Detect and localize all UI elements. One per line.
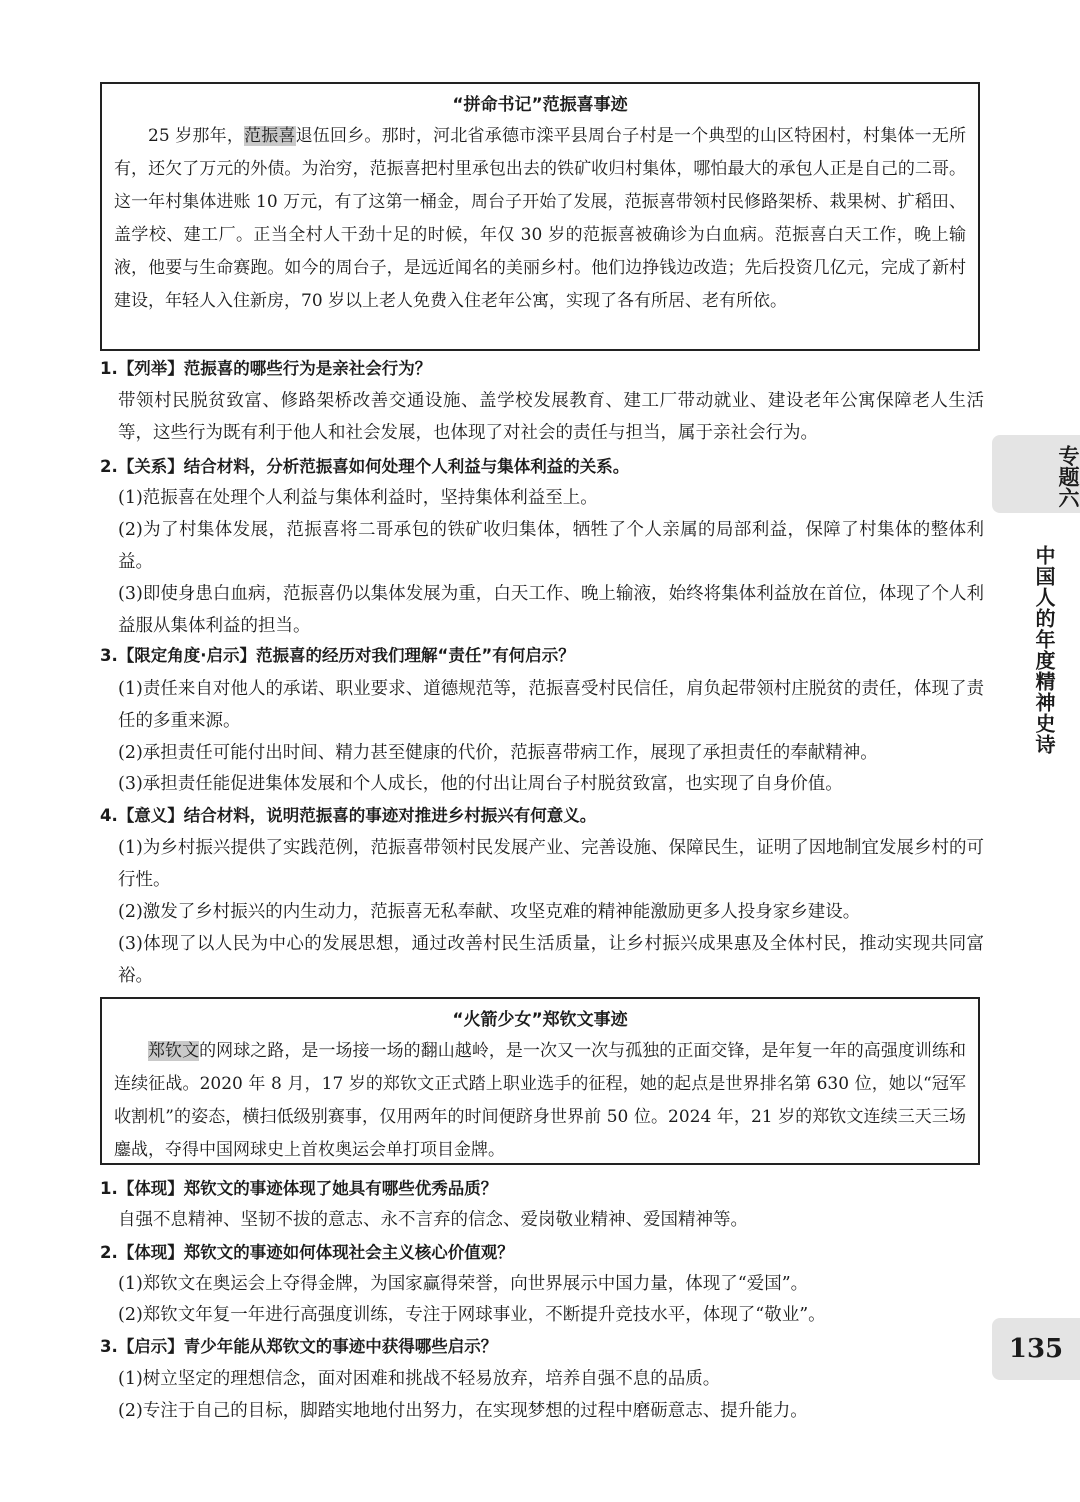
answer-text: 带领村民脱贫致富、修路架桥改善交通设施、盖学校发展教育、建工厂带动就业、建设老年公寓保障老人生活等，这些行为既有利于他人和社会发展，也体现了对社会的责任与担当，属于亲社会行为。 — [118, 391, 984, 443]
material-title: “拼命书记”范振喜事迹 — [452, 95, 628, 115]
question-heading: 2.【体现】郑钦文的事迹如何体现社会主义核心价值观？ — [100, 1243, 514, 1262]
question-heading: 4.【意义】结合材料，说明范振喜的事迹对推进乡村振兴有何意义。 — [100, 806, 597, 825]
answer-text: (2)为了村集体发展，范振喜将二哥承包的铁矿收归集体，牺牲了个人亲属的局部利益，保障了村集体的整体利益。 — [118, 520, 984, 572]
answer-text: (1)为乡村振兴提供了实践范例，范振喜带领村民发展产业、完善设施、保障民生，证明了因地制宜发展乡村的可行性。 — [118, 838, 984, 890]
question-heading: 3.【限定角度·启示】范振喜的经历对我们理解“责任”有何启示？ — [100, 646, 575, 665]
material-text: 25 岁那年，范振喜退伍回乡。那时，河北省承德市滦平县周台子村是一个典型的山区特困村，村集体一无所有，还欠了万元的外债。为治穷，范振喜把村里承包出去的铁矿收归村集体，哪怕最大的承包人正是自己的二哥。这一年村集体进账 10 万元，有了这第一桶金，周台子开始了发展，范振喜带领村民修路架桥、栽果树、扩稻田、盖学校、建工厂。正当全村人干劲十足的时候，年仅 30 岁的范振喜被确诊为白血病。范振喜白天工作，晚上输液，他要与生命赛跑。如今的周台子，是远近闻名的美丽乡村。他们边挣钱边改造；先后投资几亿元，完成了新村建设，年轻人入住新房，70 岁以上老人免费入住老年公寓，实现了各有所居、老有所依。 — [114, 126, 967, 311]
question-heading: 2.【关系】结合材料，分析范振喜如何处理个人利益与集体利益的关系。 — [100, 457, 630, 476]
answer-text: (1)责任来自对他人的承诺、职业要求、道德规范等，范振喜受村民信任，肩负起带领村庄脱贫的责任，体现了责任的多重来源。 — [118, 679, 984, 731]
chapter-vertical-title: 中国人的年度精神史诗 — [1032, 545, 1056, 755]
answer-text: (2)郑钦文年复一年进行高强度训练，专注于网球事业，不断提升竞技水平，体现了“敬业”。 — [118, 1305, 826, 1325]
answer-text: (2)激发了乡村振兴的内生动力，范振喜无私奉献、攻坚克难的精神能激励更多人投身家乡建设。 — [118, 902, 861, 922]
answer-text: (3)即使身患白血病，范振喜仍以集体发展为重，白天工作、晚上输液，始终将集体利益放在首位，体现了个人利益服从集体利益的担当。 — [118, 584, 984, 636]
answer-text: (3)承担责任能促进集体发展和个人成长，他的付出让周台子村脱贫致富，也实现了自身价值。 — [118, 774, 843, 794]
material-box-zheng-qinwen — [100, 997, 980, 1165]
answer-text: (1)郑钦文在奥运会上夺得金牌，为国家赢得荣誉，向世界展示中国力量，体现了“爱国”。 — [118, 1274, 809, 1294]
answer-text: (1)范振喜在处理个人利益与集体利益时，坚持集体利益至上。 — [118, 488, 598, 508]
question-heading: 1.【列举】范振喜的哪些行为是亲社会行为？ — [100, 359, 432, 378]
material-text: 郑钦文的网球之路，是一场接一场的翻山越岭，是一次又一次与孤独的正面交锋，是年复一年的高强度训练和连续征战。2020 年 8 月，17 岁的郑钦文正式踏上职业选手的征程，她的起点是世界排名第 630 位，她以“冠军收割机”的姿态，横扫低级别赛事，仅用两年的时间便跻身世界前 50 位。2024 年，21 岁的郑钦文连续三天三场鏖战，夺得中国网球史上首枚奥运会单打项目金牌。 — [114, 1041, 967, 1160]
name-highlight: 郑钦文 — [148, 1041, 200, 1061]
chapter-tab: 专题六 — [992, 435, 1080, 513]
answer-text: (1)树立坚定的理想信念，面对困难和挑战不轻易放弃，培养自强不息的品质。 — [118, 1369, 721, 1389]
material-box-fan-zhenxi — [100, 82, 980, 351]
question-heading: 1.【体现】郑钦文的事迹体现了她具有哪些优秀品质？ — [100, 1179, 498, 1198]
page-number: 135 — [992, 1318, 1080, 1380]
answer-text: (2)专注于自己的目标，脚踏实地地付出努力，在实现梦想的过程中磨砺意志、提升能力。 — [118, 1401, 808, 1421]
question-heading: 3.【启示】青少年能从郑钦文的事迹中获得哪些启示？ — [100, 1337, 498, 1356]
answer-text: (2)承担责任可能付出时间、精力甚至健康的代价，范振喜带病工作，展现了承担责任的奉献精神。 — [118, 743, 878, 763]
name-highlight: 范振喜 — [244, 126, 296, 146]
answer-text: (3)体现了以人民为中心的发展思想，通过改善村民生活质量，让乡村振兴成果惠及全体村民，推动实现共同富裕。 — [118, 934, 984, 986]
material-title: “火箭少女”郑钦文事迹 — [452, 1010, 628, 1030]
answer-text: 自强不息精神、坚韧不拔的意志、永不言弃的信念、爱岗敬业精神、爱国精神等。 — [118, 1210, 748, 1230]
